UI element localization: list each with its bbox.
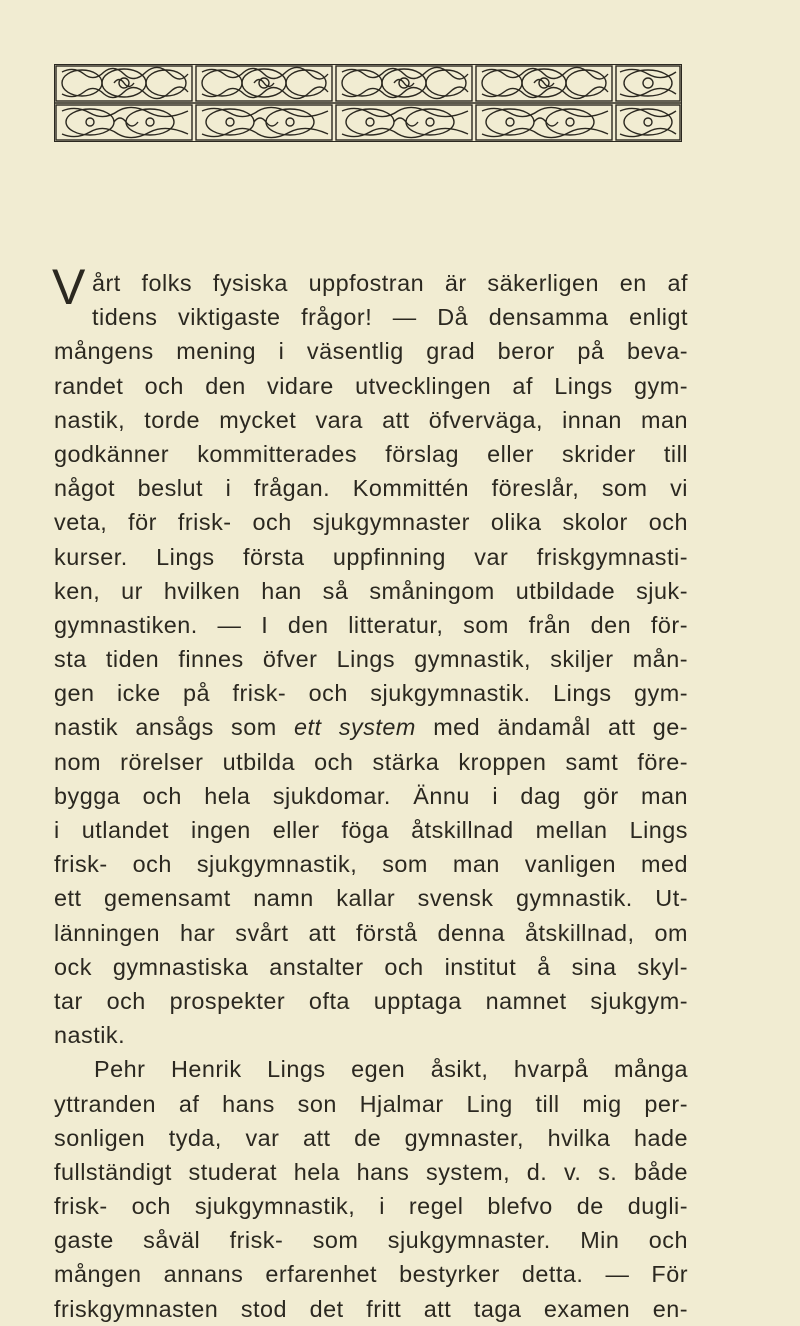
text-line: fullständigt studerat hela hans system, d. v. s. både [54, 1158, 688, 1185]
text-segment: nastik ansågs som [54, 714, 277, 741]
text-line: godkänner kommitterades förslag eller skrider till [54, 440, 688, 467]
text-line: gaste såväl frisk- som sjukgymnaster. Min och [54, 1227, 688, 1254]
text-line: gymnastiken. — I den litteratur, som från den för- [54, 611, 688, 638]
text-line: randet och den vidare utvecklingen af Lings gym- [54, 372, 688, 399]
text-line: kurser. Lings första uppfinning var friskgymnasti- [54, 543, 688, 570]
text-line: yttranden af hans son Hjalmar Ling till mig per- [54, 1090, 688, 1117]
drop-cap: V [52, 259, 86, 315]
text-line: länningen har svårt att förstå denna åtskillnad, om [54, 919, 688, 946]
text-line: veta, för frisk- och sjukgymnaster olika skolor och [54, 509, 688, 536]
text-line: nastik. [54, 1022, 126, 1049]
text-line: tidens viktigaste frågor! — Då densamma enligt [92, 304, 688, 331]
text-line: gen icke på frisk- och sjukgymnastik. Lings gym- [54, 680, 688, 707]
text-line: Pehr Henrik Lings egen åsikt, hvarpå många [94, 1056, 688, 1083]
text-line: mångens mening i väsentlig grad beror på beva- [54, 338, 688, 365]
text-line: bygga och hela sjukdomar. Ännu i dag gör man [54, 782, 688, 809]
text-line: ett gemensamt namn kallar svensk gymnastik. Ut- [54, 885, 688, 912]
text-line: något beslut i frågan. Kommittén föreslår, som vi [54, 475, 688, 502]
text-segment: med ändamål att ge- [433, 714, 689, 741]
text-line: nom rörelser utbilda och stärka kroppen samt före- [54, 748, 688, 775]
text-line: årt folks fysiska uppfostran är säkerligen en af [92, 270, 688, 296]
text-line: nastik, torde mycket vara att öfverväga, innan man [54, 406, 688, 433]
text-line: i utlandet ingen eller föga åtskillnad mellan Lings [54, 817, 688, 843]
text-line: frisk- och sjukgymnastik, i regel blefvo de dugli- [54, 1193, 688, 1220]
text-line: sta tiden finnes öfver Lings gymnastik, skiljer mån- [54, 646, 688, 673]
text-line: sonligen tyda, var att de gymnaster, hvilka hade [54, 1124, 688, 1151]
body-text [52, 259, 689, 1326]
text-line: friskgymnasten stod det fritt att taga examen en- [54, 1295, 688, 1322]
text-line: tar och prospekter ofta upptaga namnet sjukgym- [54, 987, 688, 1014]
text-line [54, 710, 688, 744]
decorative-ornament-band-icon [54, 64, 682, 142]
text-line: mången annans erfarenhet bestyrker detta. — För [54, 1261, 688, 1288]
text-line: ken, ur hvilken han så småningom utbildade sjuk- [54, 577, 688, 604]
emphasis-text: ett system [294, 714, 416, 741]
text-line: ock gymnastiska anstalter och institut å sina skyl- [54, 953, 688, 980]
text-line: frisk- och sjukgymnastik, som man vanligen med [54, 851, 688, 878]
